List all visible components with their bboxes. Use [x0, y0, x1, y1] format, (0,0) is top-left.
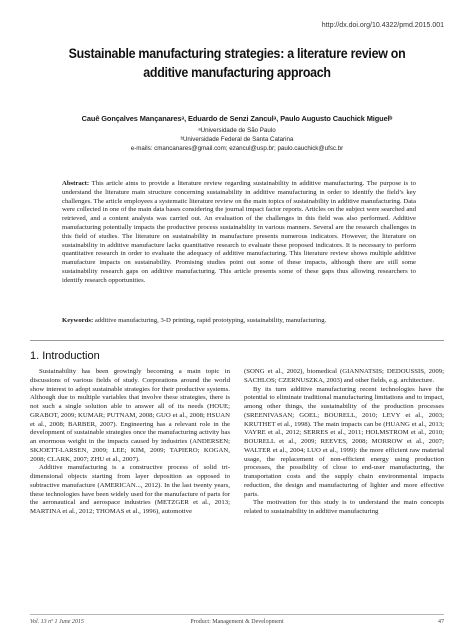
- footer-volume: Vol. 13 nº 1 June 2015: [30, 619, 84, 625]
- right-paragraph-continued: (SONG et al., 2002), biomedical (GIANNATSIS; DEDOUSSIS, 2009; SACHLOS; CZERNUSZKA, 2003) and other fields, e.g. architecture.: [244, 368, 444, 384]
- right-paragraph-2: The motivation for this study is to understand the main concepts related to sustainability in additive manufacturing: [244, 499, 444, 515]
- right-paragraph-1: By its turn additive manufacturing recent technologies have the potential to eliminate traditional manufacturing limitations and to impact, among other things, the sustainability of the production processes (SREENIVASAN; GOEL; BOURELL, 2010; LEVY et al., 2003; KRUTHET et al., 1998). The main impacts can be (HUANG et al., 2013; VAYRE et al., 2012; SERRES et al., 2011; HOLMSTROM et al., 2010; BOURELL et al., 2009; REEVES, 2008; MORROW et al., 2007; WALTER et al., 2004; LUO et al., 1999): the more efficient raw material usage, the replacement of non-efficient energy using production processes, the possibility of close to end-user manufacturing, the transportation costs and the supply chain environmental impacts reduction, the design and manufacturing of lighter and more effective parts.: [244, 385, 444, 498]
- left-column: [30, 368, 230, 517]
- section-divider: [30, 340, 444, 341]
- footer-journal: Product: Management & Development: [190, 619, 284, 625]
- author-emails: e-mails: cmancanares@gmail.com; ezancul@usp.br; paulo.cauchick@ufsc.br: [130, 145, 344, 152]
- article-title: Sustainable manufacturing strategies: a literature review on additive manufacturing approach: [68, 46, 406, 80]
- doi-link[interactable]: http://dx.doi.org/10.4322/pmd.2015.001: [321, 22, 444, 29]
- abstract-label: Abstract:: [62, 180, 90, 187]
- keywords-text: additive manufacturing, 3-D printing, rapid prototyping, sustainability, manufacturing.: [94, 317, 327, 324]
- left-paragraph-2: Additive manufacturing is a constructive process of solid tri-dimensional objects starting from layer deposition as opposed to subtractive manufacture (AMERICAN..., 2012). In the last twenty years, these technologies have been widely used for the manufacture of parts for the aeronautical and aerospace industries (METZGER et al., 2013; MARTINA et al., 2012; THOMAS et al., 1996), automotive: [30, 464, 230, 515]
- footer-divider: [30, 614, 444, 615]
- page-number: 47: [438, 619, 444, 625]
- left-paragraph-1: Sustainability has been growingly becoming a main topic in discussions of various fields of study. Corporations around the world show interest to adopt sustainable strategies for their productive systems. Although due to multiple variables that involve these strategies, there is not such a single solution able to answer all of its needs (HOUE; GRABOT, 2009; KUMAR; PUTNAM, 2008; GUO et al., 2008; HSUAN et al., 2008; BARBER, 2007). Engineering has a relevant role in the development of sustainable strategies once the manufacturing activity has an enormous weight in the impacts caused by industries (ANDERSEN; SKJOETT-LARSEN, 2009; LEE; KIM, 2009; TAPIERO; KOGAN, 2008; CLARK, 2007; ZHU et al., 2007).: [30, 368, 230, 463]
- keywords-block: [62, 317, 416, 326]
- right-column: [244, 368, 444, 517]
- affiliation-a: ᵃUniversidade de São Paulo: [198, 127, 276, 134]
- abstract-text: This article aims to provide a literature review regarding sustainability in additive manufacturing. The purpose is to understand the literature main structure concerning sustainability in additive manufacturing in order to identify the field’s key challenges. The article employees a systematic literature review on the main topics of sustainability in additive manufacturing. Data were collected in one of the main data bases considering the journal impact factor reports. Articles on the subject were searched and retrieved, and a content analysis was carried out. An evaluation of the challenges in this field was also performed. Additive manufacturing potentially impacts the productive process sustainability in various manners. Several are the research challenges in this field of studies. The literature on sustainability in manufacture presents numerous indicators. However, the literature on sustainability in additive manufacture lacks quantitative research to evaluate these proposed indicators. It is necessary to perform quantitative research in order to evaluate the adequacy of additive manufacturing. This literature review shows multiple additive manufacture impacts on sustainability. Promising studies point out some of these impacts, although there are still some sustainability research gaps on additive manufacturing. This article presents some of these gaps thus allowing researchers to identify research opportunities.: [62, 180, 416, 284]
- author-list: Cauê Gonçalves Mançanaresᵃ, Eduardo de Senzi Zanculᵃ, Paulo Augusto Cauchick Miguelᵇ: [81, 114, 393, 123]
- affiliation-b: ᵇUniversidade Federal de Santa Catarina: [180, 136, 294, 143]
- keywords-label: Keywords:: [62, 317, 94, 324]
- abstract-block: [62, 180, 416, 286]
- section-heading-introduction: 1. Introduction: [30, 350, 100, 362]
